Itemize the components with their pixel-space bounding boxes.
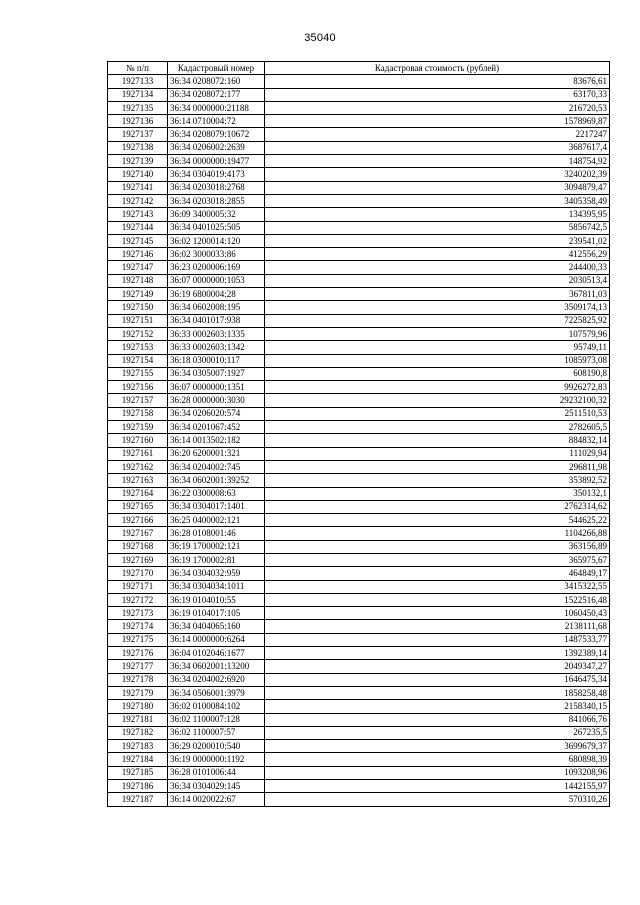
row-number-cell: 1927143	[108, 208, 168, 221]
row-number-cell: 1927166	[108, 514, 168, 527]
cadastral-number-cell: 36:34 0404065:160	[168, 620, 265, 633]
cadastral-value-cell: 83676,61	[265, 75, 610, 88]
row-number-cell: 1927174	[108, 620, 168, 633]
cadastral-value-cell: 111029,94	[265, 447, 610, 460]
table-row	[108, 274, 610, 287]
table-row	[108, 354, 610, 367]
table-row	[108, 341, 610, 354]
table-row	[108, 155, 610, 168]
cadastral-number-cell: 36:33 0002603:1342	[168, 341, 265, 354]
cadastral-value-cell: 2030513,4	[265, 274, 610, 287]
table-row	[108, 128, 610, 141]
table-row	[108, 780, 610, 793]
row-number-cell: 1927154	[108, 354, 168, 367]
cadastral-number-cell: 36:28 0101006:44	[168, 766, 265, 779]
cadastral-value-cell: 1578969,87	[265, 115, 610, 128]
cadastral-number-cell: 36:34 0305007:1927	[168, 367, 265, 380]
cadastral-value-cell: 2158340,15	[265, 700, 610, 713]
table-row	[108, 447, 610, 460]
table-row	[108, 500, 610, 513]
cadastral-number-cell: 36:33 0002603:1335	[168, 327, 265, 340]
cadastral-value-cell: 134395,95	[265, 208, 610, 221]
cadastral-value-cell: 63170,33	[265, 88, 610, 101]
cadastral-value-cell: 680898,39	[265, 753, 610, 766]
cadastral-number-cell: 36:34 0206002:2639	[168, 141, 265, 154]
cadastral-number-cell: 36:34 0201067:452	[168, 421, 265, 434]
row-number-cell: 1927170	[108, 567, 168, 580]
cadastral-value-cell: 3240202,39	[265, 168, 610, 181]
cadastral-number-cell: 36:34 0304019:4173	[168, 168, 265, 181]
table-row	[108, 367, 610, 380]
cadastral-value-cell: 1104266,88	[265, 527, 610, 540]
table-row	[108, 88, 610, 101]
cadastral-value-cell: 1392389,14	[265, 647, 610, 660]
table-row	[108, 607, 610, 620]
table-row	[108, 141, 610, 154]
cadastral-value-cell: 412556,29	[265, 248, 610, 261]
cadastral-value-cell: 544625,22	[265, 514, 610, 527]
table-row	[108, 194, 610, 207]
cadastral-value-cell: 841066,76	[265, 713, 610, 726]
cadastral-number-cell: 36:34 0602001:13200	[168, 660, 265, 673]
row-number-cell: 1927172	[108, 593, 168, 606]
cadastral-value-cell: 5856742,5	[265, 221, 610, 234]
table-row	[108, 740, 610, 753]
row-number-cell: 1927134	[108, 88, 168, 101]
row-number-cell: 1927171	[108, 580, 168, 593]
cadastral-number-cell: 36:02 1100007:128	[168, 713, 265, 726]
table-row	[108, 793, 610, 806]
cadastral-number-cell: 36:34 0208079:10672	[168, 128, 265, 141]
row-number-cell: 1927169	[108, 553, 168, 566]
cadastral-number-cell: 36:14 0710004:72	[168, 115, 265, 128]
table-row	[108, 288, 610, 301]
cadastral-number-cell: 36:02 3000033:86	[168, 248, 265, 261]
cadastral-value-cell: 95749,11	[265, 341, 610, 354]
cadastral-value-cell: 365975,67	[265, 553, 610, 566]
row-number-cell: 1927149	[108, 288, 168, 301]
cadastral-number-cell: 36:18 0300010:117	[168, 354, 265, 367]
table-row	[108, 394, 610, 407]
row-number-cell: 1927157	[108, 394, 168, 407]
cadastral-number-cell: 36:34 0203018:2855	[168, 194, 265, 207]
table-row	[108, 421, 610, 434]
table-row	[108, 766, 610, 779]
cadastral-value-cell: 3094879,47	[265, 181, 610, 194]
row-number-cell: 1927184	[108, 753, 168, 766]
table-row	[108, 101, 610, 114]
table-row	[108, 620, 610, 633]
cadastral-value-cell: 363156,89	[265, 540, 610, 553]
row-number-cell: 1927180	[108, 700, 168, 713]
table-row	[108, 221, 610, 234]
row-number-cell: 1927177	[108, 660, 168, 673]
row-number-cell: 1927175	[108, 633, 168, 646]
header-cadastral-value: Кадастровая стоимость (рублей)	[265, 62, 610, 75]
table-row	[108, 327, 610, 340]
row-number-cell: 1927150	[108, 301, 168, 314]
row-number-cell: 1927165	[108, 500, 168, 513]
cadastral-value-cell: 350132,1	[265, 487, 610, 500]
row-number-cell: 1927187	[108, 793, 168, 806]
table-row	[108, 181, 610, 194]
cadastral-number-cell: 36:34 0204002:745	[168, 460, 265, 473]
page-number: 35040	[304, 32, 336, 44]
row-number-cell: 1927144	[108, 221, 168, 234]
row-number-cell: 1927146	[108, 248, 168, 261]
row-number-cell: 1927156	[108, 381, 168, 394]
cadastral-value-cell: 608190,8	[265, 367, 610, 380]
row-number-cell: 1927147	[108, 261, 168, 274]
row-number-cell: 1927140	[108, 168, 168, 181]
cadastral-value-cell: 3699679,37	[265, 740, 610, 753]
cadastral-value-cell: 107579,96	[265, 327, 610, 340]
cadastral-value-cell: 29232100,32	[265, 394, 610, 407]
row-number-cell: 1927138	[108, 141, 168, 154]
row-number-cell: 1927158	[108, 407, 168, 420]
row-number-cell: 1927155	[108, 367, 168, 380]
cadastral-value-cell: 884832,14	[265, 434, 610, 447]
cadastral-value-cell: 1060450,43	[265, 607, 610, 620]
table-row	[108, 407, 610, 420]
row-number-cell: 1927153	[108, 341, 168, 354]
table-row	[108, 314, 610, 327]
row-number-cell: 1927186	[108, 780, 168, 793]
cadastral-value-cell: 1085973,08	[265, 354, 610, 367]
cadastral-value-cell: 267235,5	[265, 726, 610, 739]
table-row	[108, 381, 610, 394]
cadastral-number-cell: 36:34 0304034:1011	[168, 580, 265, 593]
cadastral-value-cell: 244400,33	[265, 261, 610, 274]
cadastral-number-cell: 36:25 0400002:121	[168, 514, 265, 527]
row-number-cell: 1927139	[108, 155, 168, 168]
cadastral-number-cell: 36:34 0204002:6920	[168, 673, 265, 686]
table-row	[108, 593, 610, 606]
cadastral-value-cell: 1522516,48	[265, 593, 610, 606]
table-row	[108, 673, 610, 686]
cadastral-number-cell: 36:34 0602001:39252	[168, 474, 265, 487]
row-number-cell: 1927182	[108, 726, 168, 739]
row-number-cell: 1927159	[108, 421, 168, 434]
cadastral-number-cell: 36:19 1700002:121	[168, 540, 265, 553]
row-number-cell: 1927167	[108, 527, 168, 540]
table-row	[108, 434, 610, 447]
cadastral-value-cell: 2511510,53	[265, 407, 610, 420]
cadastral-number-cell: 36:19 0104010:55	[168, 593, 265, 606]
cadastral-number-cell: 36:20 6200001:321	[168, 447, 265, 460]
cadastral-value-table	[107, 61, 610, 807]
cadastral-number-cell: 36:19 6800004:28	[168, 288, 265, 301]
table-row	[108, 168, 610, 181]
row-number-cell: 1927185	[108, 766, 168, 779]
row-number-cell: 1927173	[108, 607, 168, 620]
cadastral-number-cell: 36:28 0108001:46	[168, 527, 265, 540]
table-row	[108, 553, 610, 566]
row-number-cell: 1927183	[108, 740, 168, 753]
cadastral-number-cell: 36:29 0200010:540	[168, 740, 265, 753]
cadastral-number-cell: 36:34 0401025:505	[168, 221, 265, 234]
table-row	[108, 567, 610, 580]
table-row	[108, 633, 610, 646]
cadastral-value-cell: 2762314,62	[265, 500, 610, 513]
cadastral-number-cell: 36:28 0000000:3030	[168, 394, 265, 407]
row-number-cell: 1927176	[108, 647, 168, 660]
cadastral-value-cell: 296811,98	[265, 460, 610, 473]
cadastral-number-cell: 36:34 0000000:21188	[168, 101, 265, 114]
cadastral-number-cell: 36:34 0401017:938	[168, 314, 265, 327]
table-row	[108, 580, 610, 593]
row-number-cell: 1927142	[108, 194, 168, 207]
cadastral-value-cell: 367811,03	[265, 288, 610, 301]
row-number-cell: 1927145	[108, 234, 168, 247]
row-number-cell: 1927181	[108, 713, 168, 726]
cadastral-number-cell: 36:34 0304029:145	[168, 780, 265, 793]
table-row	[108, 660, 610, 673]
cadastral-number-cell: 36:14 0000000:6264	[168, 633, 265, 646]
cadastral-value-cell: 2049347,27	[265, 660, 610, 673]
row-number-cell: 1927163	[108, 474, 168, 487]
cadastral-value-cell: 1858258,48	[265, 686, 610, 699]
row-number-cell: 1927178	[108, 673, 168, 686]
cadastral-number-cell: 36:19 0000000:1192	[168, 753, 265, 766]
cadastral-value-cell: 3509174,13	[265, 301, 610, 314]
cadastral-value-cell: 239541,02	[265, 234, 610, 247]
header-row-number: № п/п	[108, 62, 168, 75]
cadastral-number-cell: 36:34 0203018:2768	[168, 181, 265, 194]
cadastral-value-cell: 1646475,34	[265, 673, 610, 686]
cadastral-number-cell: 36:22 0300008:63	[168, 487, 265, 500]
cadastral-number-cell: 36:34 0000000:19477	[168, 155, 265, 168]
cadastral-number-cell: 36:07 0000000:1053	[168, 274, 265, 287]
row-number-cell: 1927137	[108, 128, 168, 141]
cadastral-number-cell: 36:34 0602008:195	[168, 301, 265, 314]
row-number-cell: 1927151	[108, 314, 168, 327]
cadastral-value-cell: 1442155,97	[265, 780, 610, 793]
cadastral-number-cell: 36:23 0200006:169	[168, 261, 265, 274]
row-number-cell: 1927136	[108, 115, 168, 128]
cadastral-value-cell: 3687617,4	[265, 141, 610, 154]
row-number-cell: 1927135	[108, 101, 168, 114]
cadastral-value-cell: 2138111,68	[265, 620, 610, 633]
table-body	[108, 75, 610, 806]
row-number-cell: 1927162	[108, 460, 168, 473]
table-row	[108, 460, 610, 473]
cadastral-number-cell: 36:02 1200014:120	[168, 234, 265, 247]
table-row	[108, 75, 610, 88]
cadastral-number-cell: 36:19 1700002:81	[168, 553, 265, 566]
table-row	[108, 301, 610, 314]
table-row	[108, 514, 610, 527]
table-header-row	[108, 62, 610, 75]
row-number-cell: 1927179	[108, 686, 168, 699]
cadastral-number-cell: 36:34 0208072:160	[168, 75, 265, 88]
cadastral-number-cell: 36:14 0013502:182	[168, 434, 265, 447]
cadastral-value-cell: 570310,26	[265, 793, 610, 806]
row-number-cell: 1927160	[108, 434, 168, 447]
table-row	[108, 208, 610, 221]
cadastral-number-cell: 36:34 0206020:574	[168, 407, 265, 420]
cadastral-value-cell: 3415322,55	[265, 580, 610, 593]
table-row	[108, 700, 610, 713]
table-row	[108, 713, 610, 726]
table-row	[108, 115, 610, 128]
header-cadastral-number: Кадастровый номер	[168, 62, 265, 75]
row-number-cell: 1927148	[108, 274, 168, 287]
cadastral-number-cell: 36:14 0020022:67	[168, 793, 265, 806]
cadastral-number-cell: 36:34 0506001:3979	[168, 686, 265, 699]
table-row	[108, 726, 610, 739]
cadastral-value-cell: 9926272,83	[265, 381, 610, 394]
row-number-cell: 1927161	[108, 447, 168, 460]
table-row	[108, 527, 610, 540]
row-number-cell: 1927152	[108, 327, 168, 340]
cadastral-number-cell: 36:19 0104017:105	[168, 607, 265, 620]
cadastral-value-cell: 1487533,77	[265, 633, 610, 646]
cadastral-number-cell: 36:02 1100007:57	[168, 726, 265, 739]
cadastral-value-cell: 1093208,96	[265, 766, 610, 779]
table-row	[108, 261, 610, 274]
table-row	[108, 686, 610, 699]
table-row	[108, 487, 610, 500]
row-number-cell: 1927141	[108, 181, 168, 194]
cadastral-value-cell: 2217247	[265, 128, 610, 141]
cadastral-number-cell: 36:02 0100084:102	[168, 700, 265, 713]
table-row	[108, 753, 610, 766]
cadastral-value-cell: 148754,92	[265, 155, 610, 168]
row-number-cell: 1927164	[108, 487, 168, 500]
table-row	[108, 540, 610, 553]
table-row	[108, 248, 610, 261]
table-row	[108, 474, 610, 487]
cadastral-number-cell: 36:34 0208072:177	[168, 88, 265, 101]
cadastral-number-cell: 36:34 0304032:959	[168, 567, 265, 580]
cadastral-value-cell: 7225825,92	[265, 314, 610, 327]
row-number-cell: 1927133	[108, 75, 168, 88]
row-number-cell: 1927168	[108, 540, 168, 553]
cadastral-number-cell: 36:09 3400005:32	[168, 208, 265, 221]
cadastral-value-cell: 3405358,49	[265, 194, 610, 207]
cadastral-value-cell: 216720,53	[265, 101, 610, 114]
cadastral-value-cell: 353892,52	[265, 474, 610, 487]
cadastral-number-cell: 36:34 0304017:1401	[168, 500, 265, 513]
table-row	[108, 647, 610, 660]
cadastral-value-cell: 464849,17	[265, 567, 610, 580]
cadastral-value-cell: 2782605,5	[265, 421, 610, 434]
cadastral-number-cell: 36:07 0000000:1351	[168, 381, 265, 394]
table-row	[108, 234, 610, 247]
cadastral-number-cell: 36:04 0102046:1677	[168, 647, 265, 660]
